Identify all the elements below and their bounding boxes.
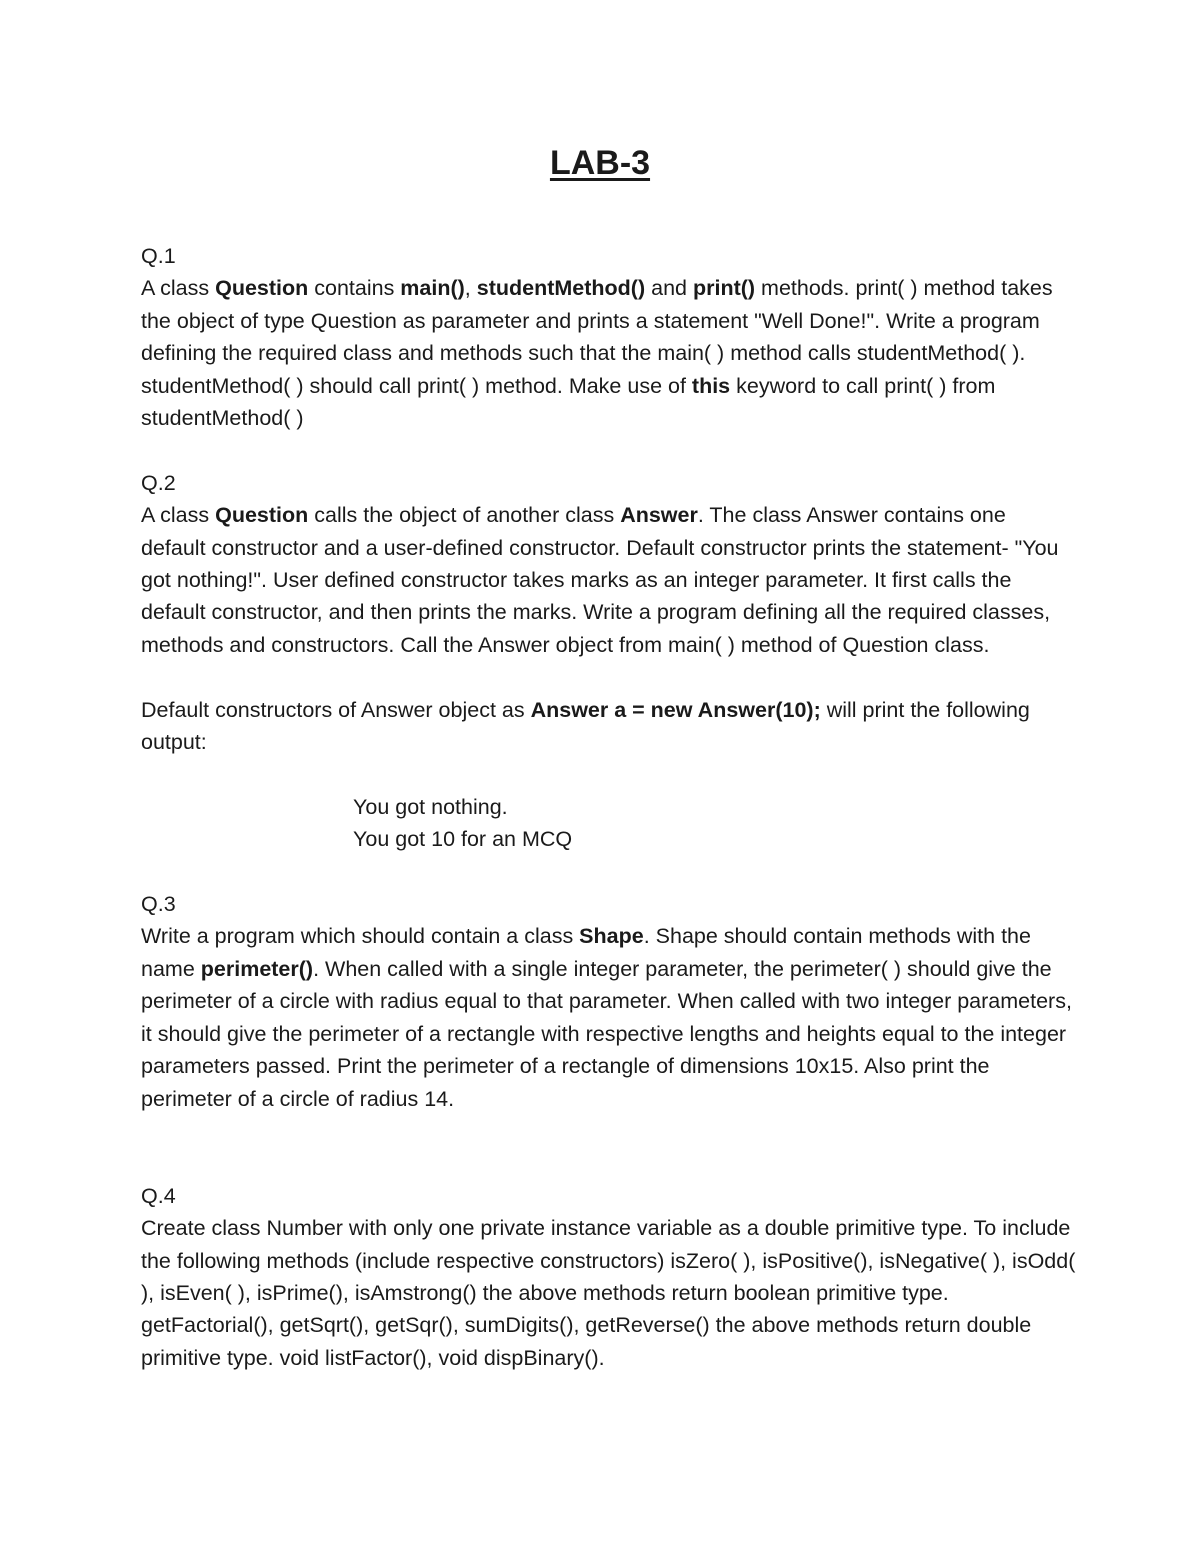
output-line: You got 10 for an MCQ (353, 827, 573, 852)
output-line: You got nothing. (353, 794, 508, 819)
text-run: calls the object of another class (308, 503, 621, 528)
bold-text: main() (400, 276, 465, 301)
text-run: A class (141, 276, 216, 301)
question-label: Q.3 (141, 892, 176, 917)
spacer (141, 1115, 1076, 1180)
bold-text: Shape (579, 924, 644, 949)
document-body (141, 240, 1076, 1374)
spacer (141, 758, 1076, 790)
question-text (141, 920, 1076, 1114)
text-run: . When called with a single integer parameter, the perimeter( ) should give the perimeter of a circle with radius equal to that parameter. When called with two integer parameters, it should give the perimeter of a rectangle with respective lengths and heights equal to the integer parameters passed. Print the perimeter of a rectangle of dimensions 10x15. Also print the perimeter of a circle of radius 14. (141, 956, 1072, 1111)
text-run: A class (141, 503, 216, 528)
bold-text: studentMethod() (476, 276, 646, 301)
question-4 (141, 1180, 1076, 1374)
question-label: Q.1 (141, 244, 176, 268)
text-run: Write a program which should contain a class (141, 924, 580, 949)
page-title: LAB-3 (549, 144, 651, 182)
bold-text: perimeter() (200, 956, 314, 981)
text-run: keyword to call print( ) from studentMethod( ) (141, 373, 996, 431)
text-run: will print the following output: (141, 697, 1030, 755)
bold-text: Question (215, 503, 309, 528)
bold-text: print() (692, 276, 756, 301)
spacer (141, 434, 1076, 466)
text-run: methods. print( ) method takes the object of type Question as parameter and prints a statement "Well Done!". Write a program defining the required class and methods such that the main( ) method calls studentMethod( ). studentMethod( ) should call print( ) method. Make use of (141, 276, 1053, 398)
text-run: and (645, 276, 693, 301)
question-label: Q.4 (141, 1183, 176, 1208)
text-run: . Shape should contain methods with the name (141, 924, 1031, 981)
text-run: contains (308, 276, 401, 301)
bold-text: Answer a = new Answer(10); (530, 697, 821, 722)
question-label: Q.2 (141, 470, 176, 495)
text-run: Default constructors of Answer object as (141, 697, 531, 722)
question-1 (141, 240, 1076, 434)
bold-text: Answer (620, 503, 698, 528)
text-run: , (464, 276, 477, 301)
text-run: . The class Answer contains one default constructor and a user-defined constructor. Default constructor prints the statement- "You got nothing!". User defined constructor takes marks as an integer parameter. It first calls the default constructor, and then prints the marks. Write a program defining all the required classes, methods and constructors. Call the Answer object from main( ) method of Question class. (141, 503, 1059, 657)
question-text (141, 272, 1076, 434)
question-text (141, 694, 1076, 759)
question-text: Create class Number with only one private instance variable as a double primitive type. To include the following methods (include respective constructors) isZero( ), isPositive(), isNegative( ), isOdd( ), isEven( ), isPrime(), isAmstrong() the above methods return boolean primitive type. getFactorial(), getSqrt(), getSqr(), sumDigits(), getReverse() the above methods return double primitive type. void listFactor(), void dispBinary(). (141, 1216, 1076, 1370)
question-2 (141, 467, 1076, 856)
spacer (141, 856, 1076, 888)
bold-text: Question (215, 276, 309, 301)
spacer (141, 661, 1076, 693)
question-3 (141, 888, 1076, 1115)
bold-text: this (691, 373, 731, 398)
question-text (141, 499, 1076, 661)
